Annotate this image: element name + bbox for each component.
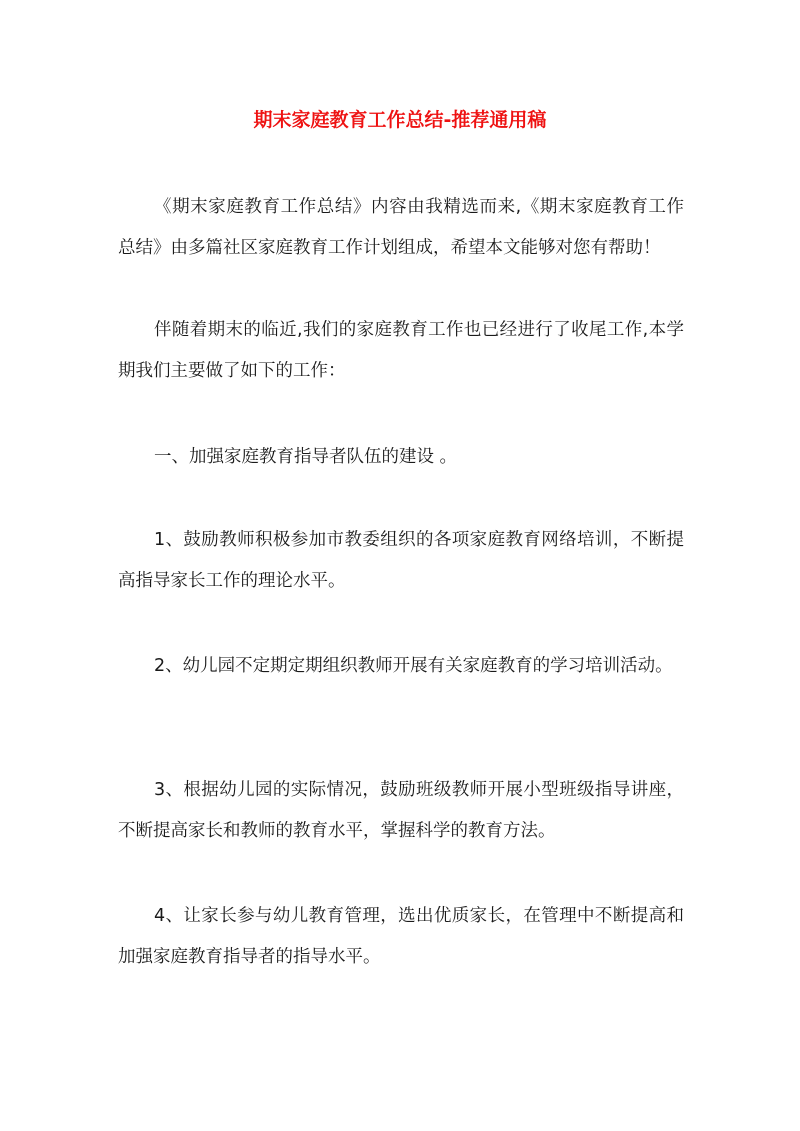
intro-paragraph: 《期末家庭教育工作总结》内容由我精选而来,《期末家庭教育工作总结》由多篇社区家庭教育工作计划组成，希望本文能够对您有帮助！	[118, 197, 684, 258]
overview-paragraph: 伴随着期末的临近,我们的家庭教育工作也已经进行了收尾工作,本学期我们主要做了如下的工作：	[118, 320, 684, 381]
list-item-2: 2、幼儿园不定期定期组织教师开展有关家庭教育的学习培训活动。	[154, 656, 673, 676]
list-item-3: 3、根据幼儿园的实际情况，鼓励班级教师开展小型班级指导讲座，不断提高家长和教师的教育水平，掌握科学的教育方法。	[118, 780, 684, 841]
list-item-1: 1、鼓励教师积极参加市教委组织的各项家庭教育网络培训，不断提高指导家长工作的理论水平。	[118, 530, 684, 591]
document-title: 期末家庭教育工作总结-推荐通用稿	[253, 109, 547, 131]
section-heading: 一、加强家庭教育指导者队伍的建设 。	[154, 447, 458, 467]
list-item-4: 4、让家长参与幼儿教育管理，选出优质家长，在管理中不断提高和加强家庭教育指导者的指导水平。	[118, 906, 684, 967]
